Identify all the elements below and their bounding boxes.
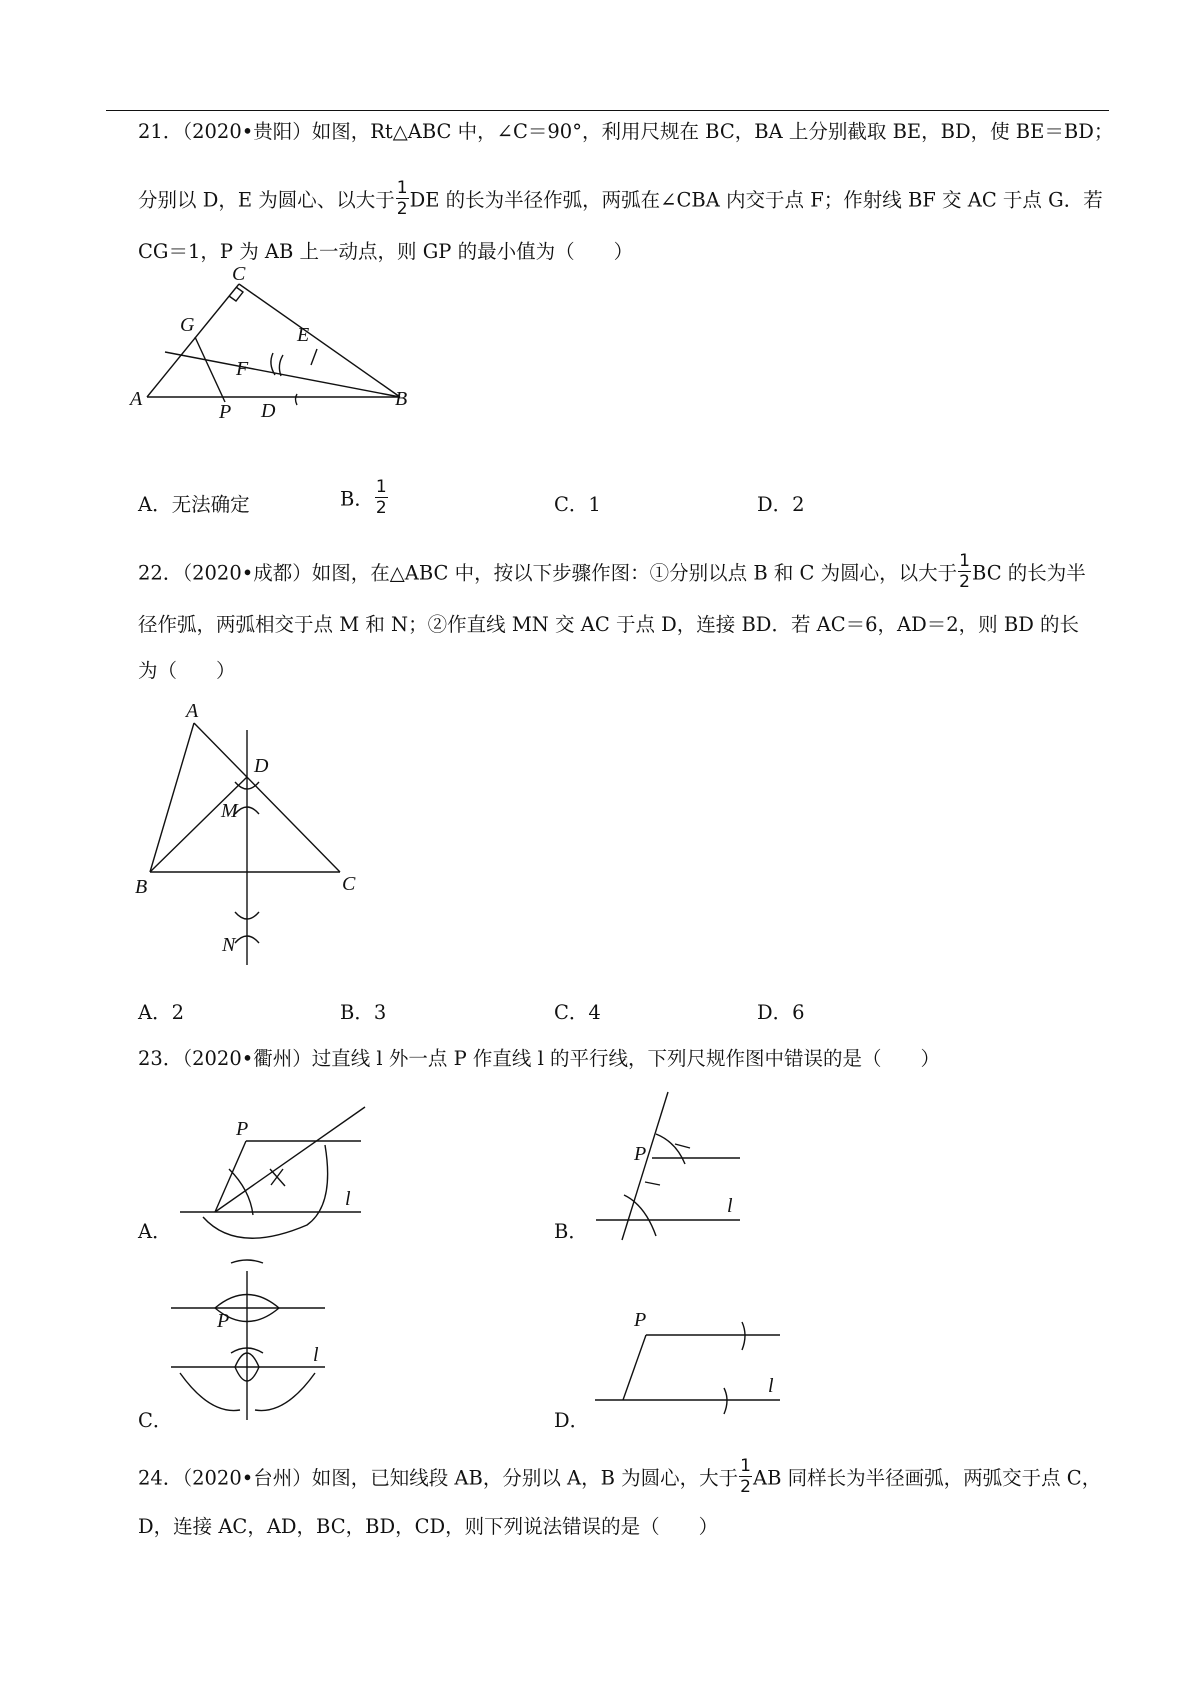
label-g: G	[180, 314, 195, 336]
q21-line2: 分别以 D，E 为圆心、以大于 $\frac{1}{2}$ DE 的长为半径作弧，两弧在∠CBA 内交于点 F；作射线 BF 交 AC 于点 G．若	[138, 178, 1103, 219]
q21-figure	[125, 263, 425, 455]
q24-line2: D，连接 AC，AD，BC，BD，CD，则下列说法错误的是（ ）	[138, 1515, 719, 1538]
q24-line1: 24．（2020•台州）如图，已知线段 AB，分别以 A，B 为圆心，大于 $\frac{1}{2}$ AB 同样长为半径画弧，两弧交于点 C，	[138, 1456, 1102, 1497]
segment-ac	[147, 284, 239, 397]
arc-a2	[203, 1145, 328, 1238]
label-l: l	[727, 1195, 733, 1217]
q22-line3: 为（ ）	[138, 659, 236, 682]
q22-line2: 径作弧，两弧相交于点 M 和 N；②作直线 MN 交 AC 于点 D，连接 BD．若 AC＝6，AD＝2，则 BD 的长	[138, 613, 1080, 636]
arc-d2	[724, 1388, 727, 1414]
q23-option-c[interactable]: C．	[138, 1409, 173, 1432]
tick-b2	[645, 1182, 660, 1185]
arc-c3	[231, 1260, 263, 1263]
q23-option-b[interactable]: B．	[554, 1220, 588, 1243]
segment-ac	[194, 723, 340, 872]
label-e: E	[297, 324, 310, 346]
label-l: l	[345, 1188, 351, 1210]
q21-option-d[interactable]: D．2	[757, 493, 805, 516]
cross-mark	[270, 1169, 285, 1186]
label-f: F	[236, 358, 249, 380]
label-a: A	[130, 388, 143, 410]
q22-option-d[interactable]: D．6	[757, 1001, 805, 1024]
label-l: l	[768, 1375, 774, 1397]
header-rule	[106, 110, 1109, 111]
segment-gp	[195, 337, 225, 402]
q23-figure-b	[590, 1090, 760, 1250]
transversal	[622, 1092, 668, 1240]
fraction-one-half: $\frac{1}{2}$	[740, 1456, 751, 1497]
arc-d1	[742, 1322, 745, 1350]
fraction-one-half: $\frac{1}{2}$	[396, 178, 408, 219]
label-l: l	[313, 1344, 319, 1366]
label-p: P	[634, 1143, 647, 1165]
label-c: C	[342, 873, 356, 895]
arc-c5	[180, 1373, 240, 1411]
arc-c6	[255, 1373, 315, 1411]
q21-line3: CG＝1，P 为 AB 上一动点，则 GP 的最小值为（ ）	[138, 240, 634, 263]
q22-option-b[interactable]: B．3	[340, 1001, 387, 1024]
q21-option-b[interactable]: B． $\frac{1}{2}$	[340, 477, 387, 518]
label-p: P	[236, 1118, 249, 1140]
q23-figure-d	[590, 1310, 790, 1430]
q21-line1: 21．（2020•贵阳）如图，Rt△ABC 中，∠C＝90°，利用尺规在 BC，BA 上分别截取 BE，BD，使 BE＝BD；	[138, 120, 1114, 143]
segment-p	[623, 1335, 646, 1400]
label-m: M	[221, 800, 238, 822]
q22-line1: 22．（2020•成都）如图，在△ABC 中，按以下步骤作图：①分别以点 B 和 C 为圆心，以大于 $\frac{1}{2}$ BC 的长为半	[138, 551, 1086, 592]
arc-e	[311, 349, 317, 365]
label-p: P	[634, 1309, 647, 1331]
q23-figure-a	[175, 1105, 395, 1255]
arc-b1	[624, 1195, 656, 1236]
segment-cb	[239, 284, 400, 397]
tick-b1	[675, 1144, 690, 1148]
q21-option-a[interactable]: A．无法确定	[138, 493, 250, 516]
label-b: B	[395, 388, 408, 410]
label-a: A	[186, 700, 199, 722]
label-p: P	[219, 401, 232, 423]
fraction-one-half: $\frac{1}{2}$	[959, 551, 970, 592]
label-d: D	[261, 400, 276, 422]
q23-line1: 23．（2020•衢州）过直线 l 外一点 P 作直线 l 的平行线，下列尺规作图中错误的是（ ）	[138, 1047, 941, 1070]
q21-option-c[interactable]: C．1	[554, 493, 601, 516]
label-n: N	[222, 934, 236, 956]
arc-d	[296, 394, 298, 405]
label-d: D	[254, 755, 269, 777]
label-p: P	[217, 1310, 230, 1332]
q22-figure	[130, 700, 380, 970]
q22-option-a[interactable]: A．2	[138, 1001, 185, 1024]
arc-b2	[656, 1134, 685, 1164]
q22-option-c[interactable]: C．4	[554, 1001, 601, 1024]
label-b: B	[135, 876, 148, 898]
ray-bg	[165, 352, 400, 397]
q23-figure-c	[165, 1255, 345, 1425]
label-c: C	[232, 263, 246, 285]
q23-option-a[interactable]: A．	[138, 1220, 172, 1243]
arc-f2	[279, 355, 283, 376]
arc-a1	[229, 1169, 253, 1215]
q23-option-d[interactable]: D．	[554, 1409, 590, 1432]
